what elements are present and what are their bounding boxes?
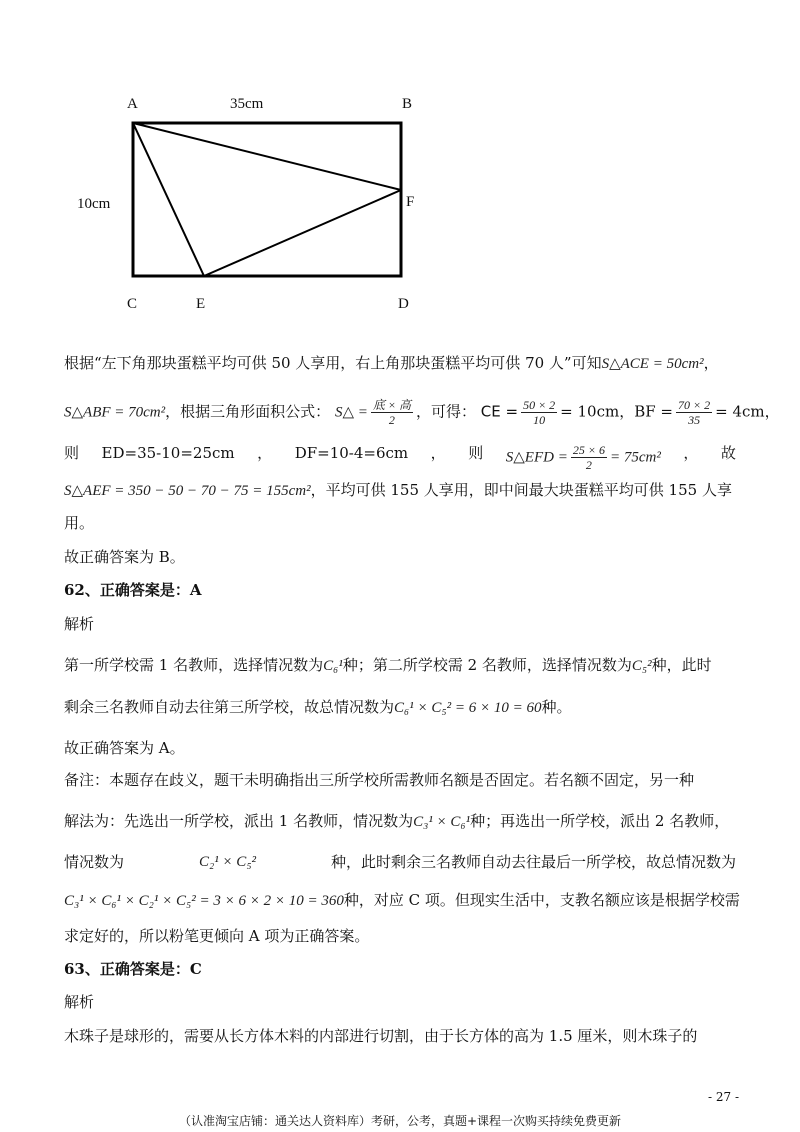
denominator: 2 (585, 458, 592, 472)
formula: C₂¹ × C₅² (198, 854, 257, 870)
page-number: - 27 - (708, 1090, 740, 1104)
text: 种；再选出一所学校，派出 2 名教师， (470, 812, 730, 830)
formula: C₃¹ × C₆¹ (413, 814, 471, 830)
q62-note-1: 备注：本题存在歧义，题干未明确指出三所学校所需教师名额是否固定。若名额不固定，另一种 (64, 771, 695, 789)
fraction-efd (571, 443, 607, 472)
text: 剩余三名教师自动去往第三所学校，故总情况数为 (64, 698, 395, 716)
formula-s-efd: S△EFD = (505, 449, 568, 466)
q62-answer: 故正确答案为 A。 (64, 739, 185, 757)
text: ED=35-10=25cm (101, 444, 235, 462)
label-b: B (402, 96, 413, 112)
text: = 4cm， (715, 402, 780, 421)
q62-note-5: 求定好的，所以粉笔更倾向 A 项为正确答案。 (64, 927, 370, 945)
text: 第一所学校需 1 名教师，选择情况数为 (64, 656, 324, 674)
height-label: 10cm (77, 196, 111, 212)
para-line-1 (64, 353, 719, 374)
q62-note-4 (64, 890, 740, 911)
text: = 10cm (560, 402, 620, 421)
q62-line-1 (64, 655, 712, 676)
formula-s-ace: S△ACE = 50cm² (601, 356, 704, 372)
text: ， (703, 354, 719, 372)
formula: C₅² (631, 658, 652, 674)
numerator: 70 × 2 (678, 398, 711, 412)
numerator: 25 × 6 (572, 443, 605, 457)
fraction-bf (676, 398, 712, 427)
q63-jiexi: 解析 (64, 993, 95, 1011)
q62-jiexi: 解析 (64, 615, 95, 633)
text: 种；第二所学校需 2 名教师，选择情况数为 (342, 656, 632, 674)
label-e: E (196, 296, 206, 312)
q62-note-3 (64, 852, 736, 872)
text: 情况数为 (64, 853, 125, 871)
label-f: F (406, 194, 415, 210)
text: ，可得： (415, 402, 476, 421)
q62-line-2 (64, 697, 571, 718)
text: 解法为：先选出一所学校，派出 1 名教师，情况数为 (64, 812, 414, 830)
segment-ae (133, 123, 204, 276)
numerator: 底 × 高 (372, 398, 411, 412)
text: ， (257, 444, 273, 462)
text: 则 (64, 444, 80, 462)
label-d: D (398, 296, 409, 312)
text: DF=10-4=6cm (294, 444, 409, 462)
denominator: 10 (533, 413, 546, 427)
text: 种，此时 (651, 656, 712, 674)
para-line-5: 用。 (64, 514, 95, 532)
text: ， (683, 444, 699, 462)
text: 则 (468, 444, 484, 462)
formula-ce: CE = (480, 402, 519, 421)
text: 种，对应 C 项。但现实生活中，支教名额应该是根据学校需 (343, 891, 740, 909)
formula-area: S△ = (334, 404, 368, 421)
width-label: 35cm (230, 96, 264, 112)
denominator: 35 (688, 413, 701, 427)
q63-line-1: 木珠子是球形的，需要从长方体木料的内部进行切割，由于长方体的高为 1.5 厘米，则木珠子的 (64, 1027, 698, 1045)
para-line-2 (64, 398, 780, 427)
text: 故 (720, 444, 736, 462)
para-line-4 (64, 480, 732, 501)
q62-title: 62、正确答案是：A (64, 581, 202, 599)
text: 种。 (541, 698, 572, 716)
formula: C₆¹ (323, 658, 343, 674)
text: ，BF = (619, 402, 674, 421)
formula-result: = 75cm² (609, 449, 661, 466)
fraction-ce (521, 398, 557, 427)
segment-ef (204, 190, 401, 276)
rectangle (133, 123, 401, 276)
fraction-area (371, 398, 413, 427)
formula-s-aef: S△AEF = 350 − 50 − 70 − 75 = 155cm² (64, 483, 311, 499)
footer: （认准淘宝店铺：通关达人资料库）考研，公考，真题+课程一次购买持续免费更新 (178, 1114, 622, 1128)
formula: C₃¹ × C₆¹ × C₂¹ × C₅² = 3 × 6 × 2 × 10 = 360 (64, 893, 344, 909)
geometry-figure (0, 0, 800, 330)
segment-af (133, 123, 401, 190)
text: 种，此时剩余三名教师自动去往最后一所学校，故总情况数为 (330, 853, 736, 871)
q63-title: 63、正确答案是：C (64, 960, 202, 978)
text: ，平均可供 155 人享用，即中间最大块蛋糕平均可供 155 人享 (310, 481, 732, 499)
answer-61: 故正确答案为 B。 (64, 548, 185, 566)
formula: C₆¹ × C₅² = 6 × 10 = 60 (394, 700, 542, 716)
label-c: C (127, 296, 138, 312)
formula-s-abf: S△ABF = 70cm² (64, 404, 166, 421)
text: ，根据三角形面积公式： (165, 402, 331, 421)
q62-note-2 (64, 811, 729, 832)
label-a: A (127, 96, 138, 112)
para-line-3 (64, 443, 736, 472)
text: ， (430, 444, 446, 462)
text: 根据“左下角那块蛋糕平均可供 50 人享用，右上角那块蛋糕平均可供 70 人”可知 (64, 354, 602, 372)
denominator: 2 (388, 413, 395, 427)
numerator: 50 × 2 (523, 398, 556, 412)
